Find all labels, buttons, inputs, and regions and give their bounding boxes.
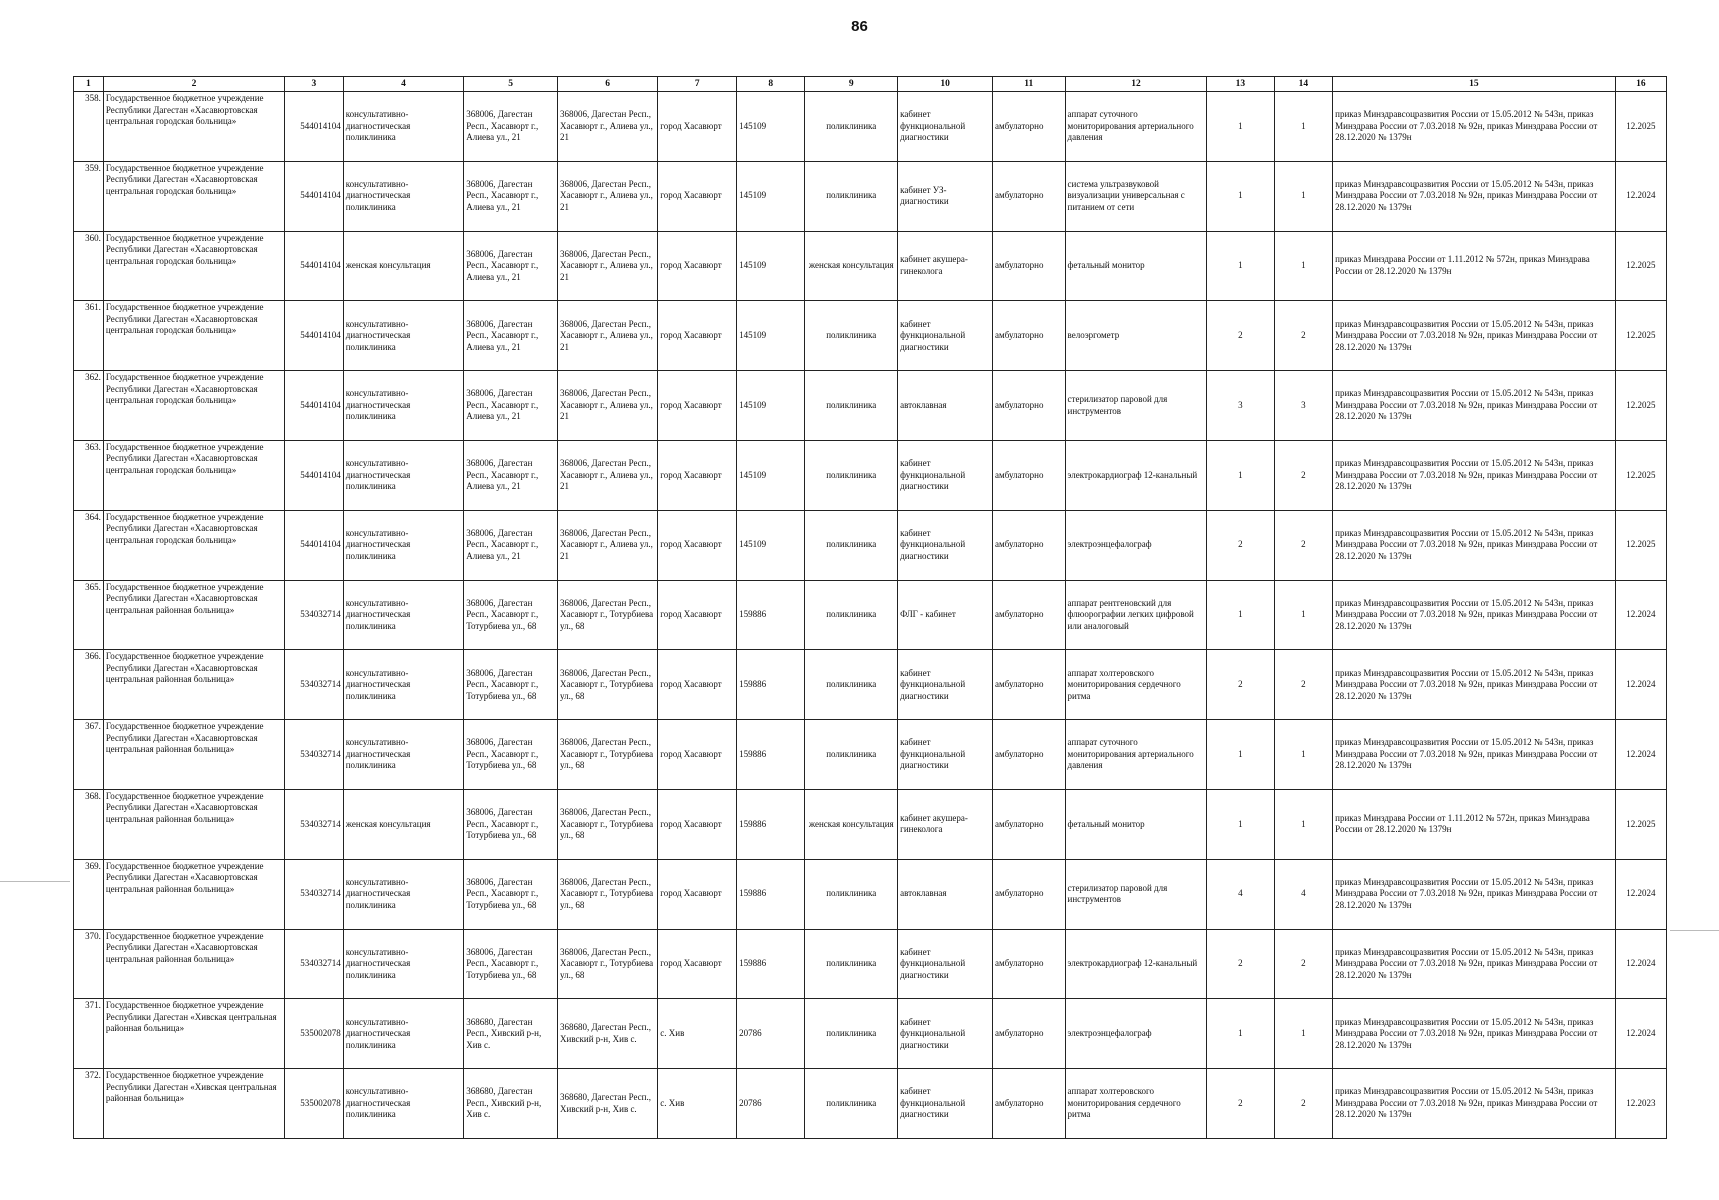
- cell-equipment: аппарат холтеровского мониторирования сердечного ритма: [1065, 1069, 1207, 1139]
- cell-subdivision: консультативно-диагностическая поликлиника: [343, 720, 463, 790]
- cell-actual-address: 368006, Дагестан Респ., Хасавюрт г., Алиева ул., 21: [558, 371, 658, 441]
- cell-unit-type: поликлиника: [805, 301, 898, 371]
- cell-institution-name: Государственное бюджетное учреждение Республики Дагестан «Хасавюртовская центральная городская больница»: [103, 161, 284, 231]
- cell-population: 145109: [737, 371, 805, 441]
- cell-room: кабинет функциональной диагностики: [898, 440, 993, 510]
- cell-quantity-required: 2: [1207, 301, 1274, 371]
- cell-unit-type: поликлиника: [805, 859, 898, 929]
- cell-actual-address: 368006, Дагестан Респ., Хасавюрт г., Алиева ул., 21: [558, 161, 658, 231]
- cell-subdivision: консультативно-диагностическая поликлиника: [343, 580, 463, 650]
- cell-institution-name: Государственное бюджетное учреждение Республики Дагестан «Хасавюртовская центральная районная больница»: [103, 859, 284, 929]
- cell-equipment: электрокардиограф 12-канальный: [1065, 929, 1207, 999]
- cell-subdivision: консультативно-диагностическая поликлиника: [343, 92, 463, 162]
- cell-subdivision: женская консультация: [343, 231, 463, 301]
- cell-room: кабинет УЗ-диагностики: [898, 161, 993, 231]
- table-row: [74, 231, 1667, 301]
- cell-population: 20786: [737, 1069, 805, 1139]
- column-header-12: 12: [1065, 77, 1207, 92]
- cell-care-form: амбулаторно: [993, 161, 1066, 231]
- cell-room: кабинет акушера-гинеколога: [898, 789, 993, 859]
- cell-replacement-date: 12.2024: [1615, 720, 1666, 790]
- column-header-15: 15: [1333, 77, 1616, 92]
- cell-quantity-required: 1: [1207, 161, 1274, 231]
- cell-population: 159886: [737, 859, 805, 929]
- cell-equipment: аппарат суточного мониторирования артериального давления: [1065, 720, 1207, 790]
- cell-room: кабинет функциональной диагностики: [898, 301, 993, 371]
- table-row: [74, 371, 1667, 441]
- cell-care-form: амбулаторно: [993, 789, 1066, 859]
- cell-locality: город Хасавюрт: [658, 92, 737, 162]
- cell-row-number: 359.: [74, 161, 104, 231]
- cell-subdivision: консультативно-диагностическая поликлиника: [343, 440, 463, 510]
- cell-equipment: велоэргометр: [1065, 301, 1207, 371]
- cell-replacement-date: 12.2025: [1615, 440, 1666, 510]
- column-header-9: 9: [805, 77, 898, 92]
- cell-unit-type: поликлиника: [805, 92, 898, 162]
- cell-locality: город Хасавюрт: [658, 371, 737, 441]
- cell-quantity-required: 1: [1207, 92, 1274, 162]
- cell-actual-address: 368006, Дагестан Респ., Хасавюрт г., Алиева ул., 21: [558, 231, 658, 301]
- cell-quantity-available: 1: [1274, 231, 1333, 301]
- scan-mark: [0, 881, 70, 882]
- table-row: [74, 720, 1667, 790]
- cell-subdivision: консультативно-диагностическая поликлиника: [343, 371, 463, 441]
- cell-population: 159886: [737, 720, 805, 790]
- cell-legal-address: 368006, Дагестан Респ., Хасавюрт г., Тотурбиева ул., 68: [464, 720, 558, 790]
- cell-subdivision: консультативно-диагностическая поликлиника: [343, 650, 463, 720]
- cell-room: кабинет функциональной диагностики: [898, 92, 993, 162]
- table-row: [74, 859, 1667, 929]
- cell-institution-code: 534032714: [285, 720, 344, 790]
- cell-quantity-required: 2: [1207, 650, 1274, 720]
- cell-legal-address: 368006, Дагестан Респ., Хасавюрт г., Алиева ул., 21: [464, 161, 558, 231]
- cell-locality: город Хасавюрт: [658, 859, 737, 929]
- cell-legal-address: 368006, Дагестан Респ., Хасавюрт г., Алиева ул., 21: [464, 510, 558, 580]
- cell-replacement-date: 12.2025: [1615, 371, 1666, 441]
- cell-care-form: амбулаторно: [993, 301, 1066, 371]
- cell-institution-name: Государственное бюджетное учреждение Республики Дагестан «Хасавюртовская центральная районная больница»: [103, 650, 284, 720]
- cell-replacement-date: 12.2024: [1615, 580, 1666, 650]
- cell-locality: город Хасавюрт: [658, 440, 737, 510]
- cell-regulation: приказ Минздравсоцразвития России от 15.05.2012 № 543н, приказ Минздрава России от 7.03.2018 № 92н, приказ Минздрава России от 28.12.2020 № 1379н: [1333, 929, 1616, 999]
- cell-subdivision: консультативно-диагностическая поликлиника: [343, 859, 463, 929]
- cell-care-form: амбулаторно: [993, 510, 1066, 580]
- cell-equipment: аппарат холтеровского мониторирования сердечного ритма: [1065, 650, 1207, 720]
- cell-institution-code: 544014104: [285, 301, 344, 371]
- cell-quantity-required: 1: [1207, 231, 1274, 301]
- cell-replacement-date: 12.2025: [1615, 510, 1666, 580]
- cell-actual-address: 368006, Дагестан Респ., Хасавюрт г., Алиева ул., 21: [558, 92, 658, 162]
- cell-room: кабинет акушера-гинеколога: [898, 231, 993, 301]
- cell-quantity-required: 2: [1207, 1069, 1274, 1139]
- cell-institution-name: Государственное бюджетное учреждение Республики Дагестан «Хасавюртовская центральная городская больница»: [103, 371, 284, 441]
- cell-institution-code: 535002078: [285, 1069, 344, 1139]
- cell-locality: город Хасавюрт: [658, 580, 737, 650]
- cell-care-form: амбулаторно: [993, 859, 1066, 929]
- cell-replacement-date: 12.2024: [1615, 650, 1666, 720]
- cell-replacement-date: 12.2024: [1615, 859, 1666, 929]
- cell-legal-address: 368006, Дагестан Респ., Хасавюрт г., Тотурбиева ул., 68: [464, 580, 558, 650]
- cell-care-form: амбулаторно: [993, 371, 1066, 441]
- cell-population: 159886: [737, 789, 805, 859]
- cell-regulation: приказ Минздрава России от 1.11.2012 № 572н, приказ Минздрава России от 28.12.2020 № 1379н: [1333, 789, 1616, 859]
- cell-regulation: приказ Минздравсоцразвития России от 15.05.2012 № 543н, приказ Минздрава России от 7.03.2018 № 92н, приказ Минздрава России от 28.12.2020 № 1379н: [1333, 1069, 1616, 1139]
- cell-institution-code: 544014104: [285, 440, 344, 510]
- cell-quantity-required: 3: [1207, 371, 1274, 441]
- cell-locality: город Хасавюрт: [658, 301, 737, 371]
- cell-quantity-available: 1: [1274, 789, 1333, 859]
- cell-population: 145109: [737, 510, 805, 580]
- cell-unit-type: поликлиника: [805, 720, 898, 790]
- cell-institution-name: Государственное бюджетное учреждение Республики Дагестан «Хасавюртовская центральная районная больница»: [103, 580, 284, 650]
- cell-legal-address: 368006, Дагестан Респ., Хасавюрт г., Алиева ул., 21: [464, 371, 558, 441]
- table-row: [74, 510, 1667, 580]
- cell-regulation: приказ Минздравсоцразвития России от 15.05.2012 № 543н, приказ Минздрава России от 7.03.2018 № 92н, приказ Минздрава России от 28.12.2020 № 1379н: [1333, 999, 1616, 1069]
- cell-unit-type: поликлиника: [805, 580, 898, 650]
- cell-equipment: аппарат рентгеновский для флюорографии легких цифровой или аналоговый: [1065, 580, 1207, 650]
- cell-legal-address: 368006, Дагестан Респ., Хасавюрт г., Тотурбиева ул., 68: [464, 650, 558, 720]
- cell-unit-type: женская консультация: [805, 231, 898, 301]
- cell-room: кабинет функциональной диагностики: [898, 999, 993, 1069]
- cell-locality: город Хасавюрт: [658, 720, 737, 790]
- cell-legal-address: 368680, Дагестан Респ., Хивский р-н, Хив с.: [464, 1069, 558, 1139]
- column-header-14: 14: [1274, 77, 1333, 92]
- cell-regulation: приказ Минздравсоцразвития России от 15.05.2012 № 543н, приказ Минздрава России от 7.03.2018 № 92н, приказ Минздрава России от 28.12.2020 № 1379н: [1333, 580, 1616, 650]
- cell-room: кабинет функциональной диагностики: [898, 650, 993, 720]
- cell-population: 159886: [737, 580, 805, 650]
- cell-regulation: приказ Минздравсоцразвития России от 15.05.2012 № 543н, приказ Минздрава России от 7.03.2018 № 92н, приказ Минздрава России от 28.12.2020 № 1379н: [1333, 301, 1616, 371]
- cell-locality: с. Хив: [658, 1069, 737, 1139]
- cell-legal-address: 368006, Дагестан Респ., Хасавюрт г., Алиева ул., 21: [464, 92, 558, 162]
- cell-institution-code: 544014104: [285, 231, 344, 301]
- cell-regulation: приказ Минздравсоцразвития России от 15.05.2012 № 543н, приказ Минздрава России от 7.03.2018 № 92н, приказ Минздрава России от 28.12.2020 № 1379н: [1333, 510, 1616, 580]
- cell-unit-type: поликлиника: [805, 510, 898, 580]
- cell-row-number: 366.: [74, 650, 104, 720]
- cell-row-number: 367.: [74, 720, 104, 790]
- cell-institution-code: 544014104: [285, 92, 344, 162]
- cell-equipment: электроэнцефалограф: [1065, 510, 1207, 580]
- cell-legal-address: 368680, Дагестан Респ., Хивский р-н, Хив с.: [464, 999, 558, 1069]
- cell-replacement-date: 12.2024: [1615, 929, 1666, 999]
- cell-quantity-available: 1: [1274, 720, 1333, 790]
- cell-row-number: 372.: [74, 1069, 104, 1139]
- cell-locality: город Хасавюрт: [658, 161, 737, 231]
- table-row: [74, 650, 1667, 720]
- equipment-register-table: [73, 76, 1667, 1139]
- table-row: [74, 929, 1667, 999]
- cell-equipment: стерилизатор паровой для инструментов: [1065, 859, 1207, 929]
- cell-care-form: амбулаторно: [993, 929, 1066, 999]
- cell-institution-name: Государственное бюджетное учреждение Республики Дагестан «Хасавюртовская центральная городская больница»: [103, 510, 284, 580]
- cell-quantity-required: 1: [1207, 580, 1274, 650]
- cell-institution-name: Государственное бюджетное учреждение Республики Дагестан «Хасавюртовская центральная районная больница»: [103, 789, 284, 859]
- cell-actual-address: 368006, Дагестан Респ., Хасавюрт г., Алиева ул., 21: [558, 440, 658, 510]
- cell-row-number: 365.: [74, 580, 104, 650]
- cell-population: 145109: [737, 301, 805, 371]
- cell-regulation: приказ Минздравсоцразвития России от 15.05.2012 № 543н, приказ Минздрава России от 7.03.2018 № 92н, приказ Минздрава России от 28.12.2020 № 1379н: [1333, 720, 1616, 790]
- cell-population: 159886: [737, 929, 805, 999]
- column-header-4: 4: [343, 77, 463, 92]
- cell-population: 159886: [737, 650, 805, 720]
- cell-equipment: фетальный монитор: [1065, 789, 1207, 859]
- cell-equipment: аппарат суточного мониторирования артериального давления: [1065, 92, 1207, 162]
- cell-institution-name: Государственное бюджетное учреждение Республики Дагестан «Хасавюртовская центральная городская больница»: [103, 440, 284, 510]
- cell-institution-name: Государственное бюджетное учреждение Республики Дагестан «Хивская центральная районная больница»: [103, 999, 284, 1069]
- column-header-row: [74, 77, 1667, 92]
- cell-quantity-available: 1: [1274, 999, 1333, 1069]
- cell-institution-name: Государственное бюджетное учреждение Республики Дагестан «Хивская центральная районная больница»: [103, 1069, 284, 1139]
- cell-care-form: амбулаторно: [993, 440, 1066, 510]
- cell-regulation: приказ Минздрава России от 1.11.2012 № 572н, приказ Минздрава России от 28.12.2020 № 1379н: [1333, 231, 1616, 301]
- cell-population: 145109: [737, 231, 805, 301]
- cell-care-form: амбулаторно: [993, 999, 1066, 1069]
- cell-row-number: 368.: [74, 789, 104, 859]
- cell-subdivision: консультативно-диагностическая поликлиника: [343, 999, 463, 1069]
- cell-quantity-required: 2: [1207, 929, 1274, 999]
- column-header-11: 11: [993, 77, 1066, 92]
- cell-institution-code: 544014104: [285, 371, 344, 441]
- cell-room: автоклавная: [898, 371, 993, 441]
- cell-quantity-required: 1: [1207, 440, 1274, 510]
- cell-legal-address: 368006, Дагестан Респ., Хасавюрт г., Тотурбиева ул., 68: [464, 929, 558, 999]
- cell-locality: город Хасавюрт: [658, 929, 737, 999]
- cell-locality: город Хасавюрт: [658, 510, 737, 580]
- table-row: [74, 92, 1667, 162]
- cell-care-form: амбулаторно: [993, 92, 1066, 162]
- column-header-3: 3: [285, 77, 344, 92]
- cell-unit-type: женская консультация: [805, 789, 898, 859]
- table-row: [74, 301, 1667, 371]
- cell-care-form: амбулаторно: [993, 650, 1066, 720]
- cell-quantity-required: 2: [1207, 510, 1274, 580]
- cell-row-number: 363.: [74, 440, 104, 510]
- cell-locality: город Хасавюрт: [658, 231, 737, 301]
- cell-subdivision: консультативно-диагностическая поликлиника: [343, 510, 463, 580]
- cell-equipment: электрокардиограф 12-канальный: [1065, 440, 1207, 510]
- cell-care-form: амбулаторно: [993, 1069, 1066, 1139]
- cell-institution-code: 534032714: [285, 580, 344, 650]
- cell-quantity-available: 1: [1274, 161, 1333, 231]
- cell-population: 145109: [737, 92, 805, 162]
- cell-actual-address: 368006, Дагестан Респ., Хасавюрт г., Тотурбиева ул., 68: [558, 929, 658, 999]
- cell-quantity-available: 4: [1274, 859, 1333, 929]
- cell-institution-name: Государственное бюджетное учреждение Республики Дагестан «Хасавюртовская центральная районная больница»: [103, 929, 284, 999]
- cell-replacement-date: 12.2025: [1615, 301, 1666, 371]
- cell-institution-name: Государственное бюджетное учреждение Республики Дагестан «Хасавюртовская центральная городская больница»: [103, 301, 284, 371]
- table-row: [74, 999, 1667, 1069]
- column-header-16: 16: [1615, 77, 1666, 92]
- cell-institution-code: 534032714: [285, 859, 344, 929]
- table-row: [74, 1069, 1667, 1139]
- cell-legal-address: 368006, Дагестан Респ., Хасавюрт г., Тотурбиева ул., 68: [464, 859, 558, 929]
- table-row: [74, 580, 1667, 650]
- cell-actual-address: 368006, Дагестан Респ., Хасавюрт г., Тотурбиева ул., 68: [558, 650, 658, 720]
- cell-equipment: система ультразвуковой визуализации универсальная с питанием от сети: [1065, 161, 1207, 231]
- cell-unit-type: поликлиника: [805, 440, 898, 510]
- cell-regulation: приказ Минздравсоцразвития России от 15.05.2012 № 543н, приказ Минздрава России от 7.03.2018 № 92н, приказ Минздрава России от 28.12.2020 № 1379н: [1333, 161, 1616, 231]
- cell-row-number: 371.: [74, 999, 104, 1069]
- cell-replacement-date: 12.2023: [1615, 1069, 1666, 1139]
- cell-regulation: приказ Минздравсоцразвития России от 15.05.2012 № 543н, приказ Минздрава России от 7.03.2018 № 92н, приказ Минздрава России от 28.12.2020 № 1379н: [1333, 440, 1616, 510]
- cell-replacement-date: 12.2024: [1615, 999, 1666, 1069]
- cell-replacement-date: 12.2025: [1615, 231, 1666, 301]
- cell-actual-address: 368680, Дагестан Респ., Хивский р-н, Хив с.: [558, 1069, 658, 1139]
- cell-room: кабинет функциональной диагностики: [898, 929, 993, 999]
- cell-institution-name: Государственное бюджетное учреждение Республики Дагестан «Хасавюртовская центральная городская больница»: [103, 92, 284, 162]
- table-row: [74, 161, 1667, 231]
- cell-unit-type: поликлиника: [805, 929, 898, 999]
- cell-actual-address: 368006, Дагестан Респ., Хасавюрт г., Тотурбиева ул., 68: [558, 580, 658, 650]
- column-header-10: 10: [898, 77, 993, 92]
- cell-equipment: стерилизатор паровой для инструментов: [1065, 371, 1207, 441]
- cell-quantity-available: 3: [1274, 371, 1333, 441]
- cell-care-form: амбулаторно: [993, 231, 1066, 301]
- cell-institution-code: 534032714: [285, 929, 344, 999]
- cell-subdivision: консультативно-диагностическая поликлиника: [343, 1069, 463, 1139]
- cell-institution-code: 544014104: [285, 161, 344, 231]
- scan-mark: [1670, 930, 1719, 931]
- cell-care-form: амбулаторно: [993, 720, 1066, 790]
- cell-quantity-available: 2: [1274, 301, 1333, 371]
- cell-unit-type: поликлиника: [805, 1069, 898, 1139]
- cell-quantity-required: 4: [1207, 859, 1274, 929]
- cell-unit-type: поликлиника: [805, 999, 898, 1069]
- cell-room: ФЛГ - кабинет: [898, 580, 993, 650]
- cell-row-number: 364.: [74, 510, 104, 580]
- cell-population: 20786: [737, 999, 805, 1069]
- cell-quantity-required: 1: [1207, 720, 1274, 790]
- cell-institution-code: 535002078: [285, 999, 344, 1069]
- cell-quantity-available: 2: [1274, 929, 1333, 999]
- cell-care-form: амбулаторно: [993, 580, 1066, 650]
- cell-row-number: 358.: [74, 92, 104, 162]
- column-header-13: 13: [1207, 77, 1274, 92]
- cell-unit-type: поликлиника: [805, 371, 898, 441]
- cell-row-number: 361.: [74, 301, 104, 371]
- cell-quantity-available: 1: [1274, 580, 1333, 650]
- cell-regulation: приказ Минздравсоцразвития России от 15.05.2012 № 543н, приказ Минздрава России от 7.03.2018 № 92н, приказ Минздрава России от 28.12.2020 № 1379н: [1333, 371, 1616, 441]
- cell-legal-address: 368006, Дагестан Респ., Хасавюрт г., Тотурбиева ул., 68: [464, 789, 558, 859]
- cell-room: автоклавная: [898, 859, 993, 929]
- cell-actual-address: 368680, Дагестан Респ., Хивский р-н, Хив с.: [558, 999, 658, 1069]
- cell-row-number: 360.: [74, 231, 104, 301]
- cell-quantity-required: 1: [1207, 789, 1274, 859]
- cell-subdivision: консультативно-диагностическая поликлиника: [343, 929, 463, 999]
- table-row: [74, 789, 1667, 859]
- cell-row-number: 369.: [74, 859, 104, 929]
- cell-quantity-available: 2: [1274, 510, 1333, 580]
- cell-replacement-date: 12.2025: [1615, 92, 1666, 162]
- column-header-1: 1: [74, 77, 104, 92]
- cell-institution-code: 544014104: [285, 510, 344, 580]
- cell-quantity-required: 1: [1207, 999, 1274, 1069]
- cell-population: 145109: [737, 440, 805, 510]
- cell-room: кабинет функциональной диагностики: [898, 1069, 993, 1139]
- column-header-2: 2: [103, 77, 284, 92]
- cell-institution-code: 534032714: [285, 789, 344, 859]
- cell-subdivision: консультативно-диагностическая поликлиника: [343, 301, 463, 371]
- cell-institution-name: Государственное бюджетное учреждение Республики Дагестан «Хасавюртовская центральная городская больница»: [103, 231, 284, 301]
- cell-locality: город Хасавюрт: [658, 789, 737, 859]
- cell-legal-address: 368006, Дагестан Респ., Хасавюрт г., Алиева ул., 21: [464, 440, 558, 510]
- cell-regulation: приказ Минздравсоцразвития России от 15.05.2012 № 543н, приказ Минздрава России от 7.03.2018 № 92н, приказ Минздрава России от 28.12.2020 № 1379н: [1333, 92, 1616, 162]
- cell-population: 145109: [737, 161, 805, 231]
- cell-quantity-available: 1: [1274, 92, 1333, 162]
- column-header-6: 6: [558, 77, 658, 92]
- cell-actual-address: 368006, Дагестан Респ., Хасавюрт г., Алиева ул., 21: [558, 301, 658, 371]
- cell-equipment: электроэнцефалограф: [1065, 999, 1207, 1069]
- cell-legal-address: 368006, Дагестан Респ., Хасавюрт г., Алиева ул., 21: [464, 231, 558, 301]
- cell-legal-address: 368006, Дагестан Респ., Хасавюрт г., Алиева ул., 21: [464, 301, 558, 371]
- cell-quantity-available: 2: [1274, 1069, 1333, 1139]
- cell-actual-address: 368006, Дагестан Респ., Хасавюрт г., Алиева ул., 21: [558, 510, 658, 580]
- cell-regulation: приказ Минздравсоцразвития России от 15.05.2012 № 543н, приказ Минздрава России от 7.03.2018 № 92н, приказ Минздрава России от 28.12.2020 № 1379н: [1333, 859, 1616, 929]
- cell-regulation: приказ Минздравсоцразвития России от 15.05.2012 № 543н, приказ Минздрава России от 7.03.2018 № 92н, приказ Минздрава России от 28.12.2020 № 1379н: [1333, 650, 1616, 720]
- cell-actual-address: 368006, Дагестан Респ., Хасавюрт г., Тотурбиева ул., 68: [558, 720, 658, 790]
- cell-row-number: 362.: [74, 371, 104, 441]
- cell-replacement-date: 12.2024: [1615, 161, 1666, 231]
- cell-equipment: фетальный монитор: [1065, 231, 1207, 301]
- cell-room: кабинет функциональной диагностики: [898, 720, 993, 790]
- cell-subdivision: женская консультация: [343, 789, 463, 859]
- column-header-8: 8: [737, 77, 805, 92]
- cell-replacement-date: 12.2025: [1615, 789, 1666, 859]
- cell-institution-code: 534032714: [285, 650, 344, 720]
- cell-subdivision: консультативно-диагностическая поликлиника: [343, 161, 463, 231]
- column-header-7: 7: [658, 77, 737, 92]
- cell-row-number: 370.: [74, 929, 104, 999]
- page-number: 86: [851, 18, 868, 35]
- cell-locality: город Хасавюрт: [658, 650, 737, 720]
- cell-locality: с. Хив: [658, 999, 737, 1069]
- cell-institution-name: Государственное бюджетное учреждение Республики Дагестан «Хасавюртовская центральная районная больница»: [103, 720, 284, 790]
- cell-actual-address: 368006, Дагестан Респ., Хасавюрт г., Тотурбиева ул., 68: [558, 859, 658, 929]
- column-header-5: 5: [464, 77, 558, 92]
- cell-unit-type: поликлиника: [805, 161, 898, 231]
- cell-quantity-available: 2: [1274, 650, 1333, 720]
- table-row: [74, 440, 1667, 510]
- cell-unit-type: поликлиника: [805, 650, 898, 720]
- cell-quantity-available: 2: [1274, 440, 1333, 510]
- cell-room: кабинет функциональной диагностики: [898, 510, 993, 580]
- cell-actual-address: 368006, Дагестан Респ., Хасавюрт г., Тотурбиева ул., 68: [558, 789, 658, 859]
